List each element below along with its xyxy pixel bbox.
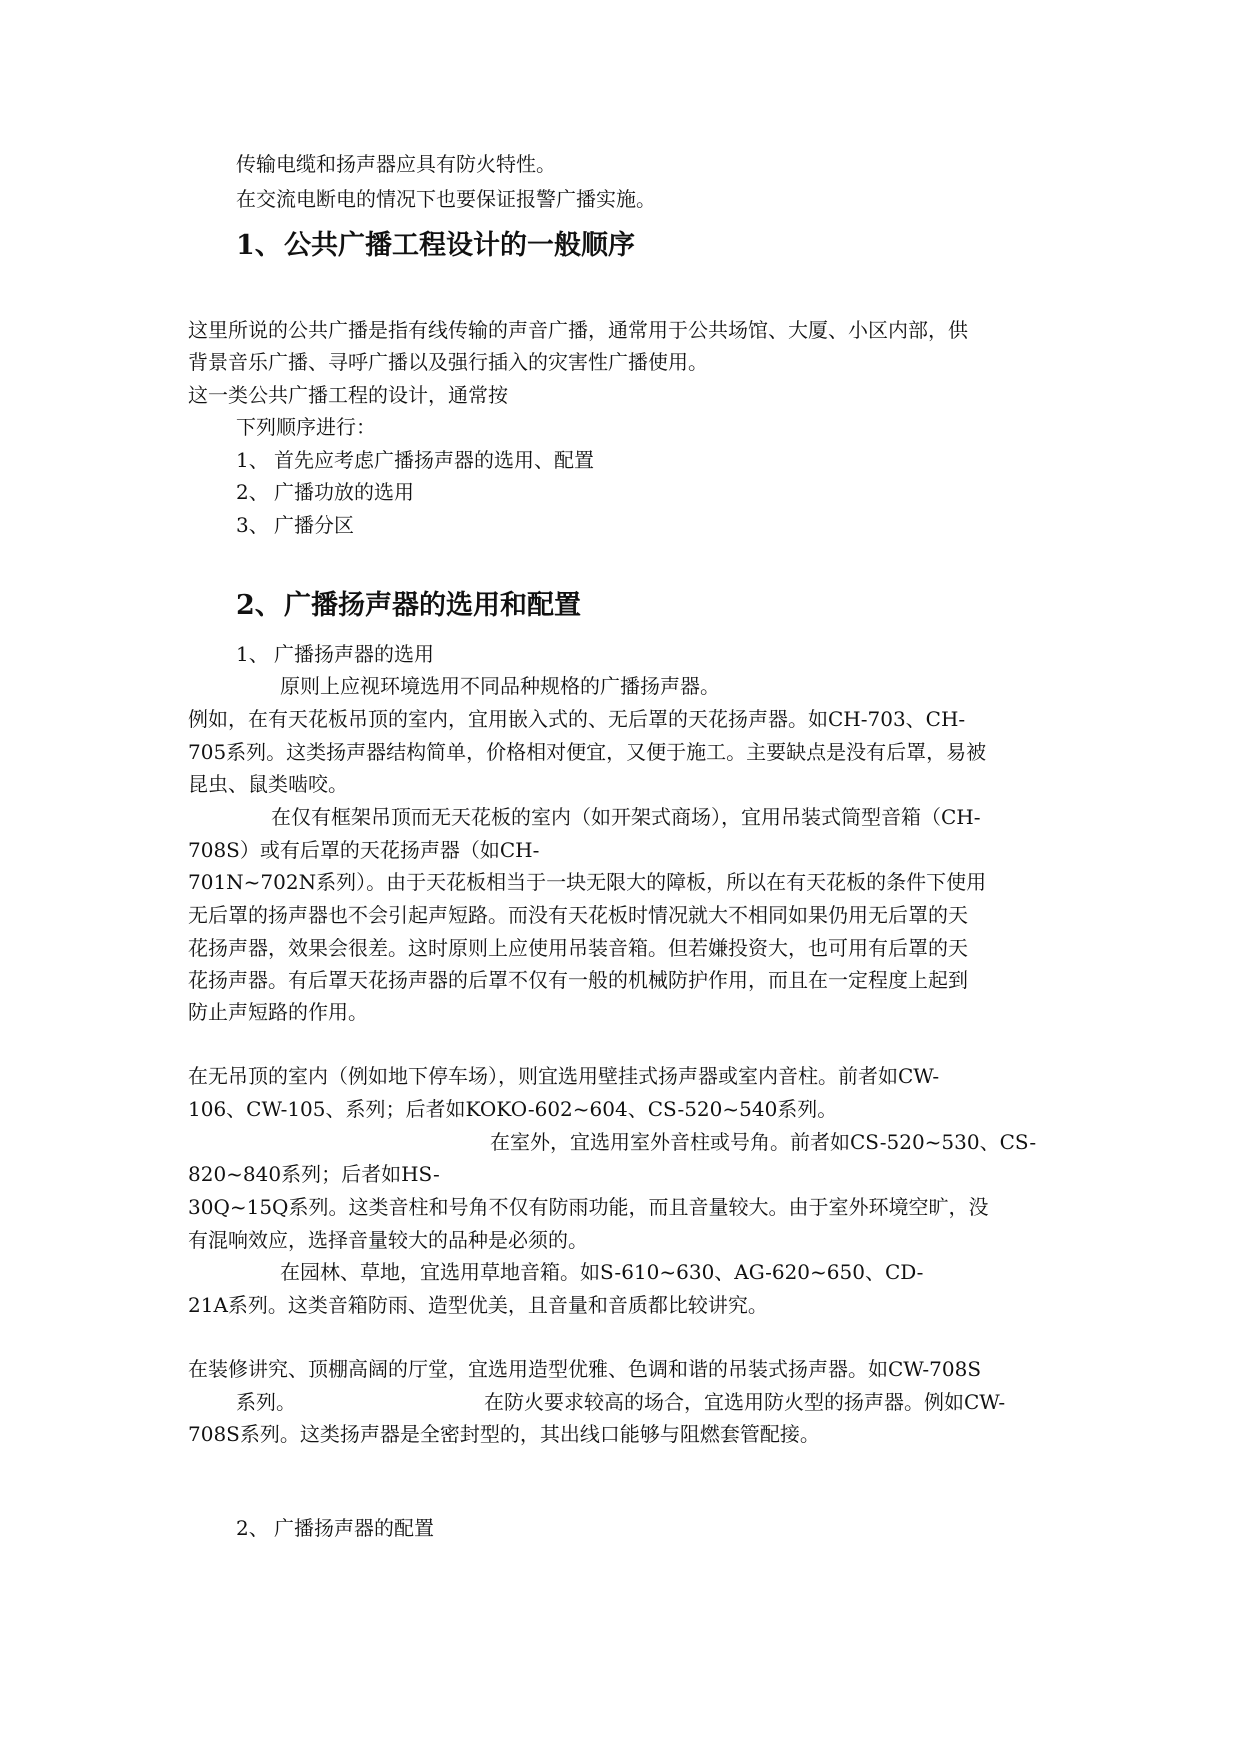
paragraph-line: 820~840系列；后者如HS- [188,1162,440,1186]
paragraph-line: 原则上应视环境选用不同品种规格的广播扬声器。 [280,674,720,698]
list-number: 1、 [236,448,269,472]
section-heading [236,230,635,262]
paragraph-line: 背景音乐广播、寻呼广播以及强行插入的灾害性广播使用。 [188,350,708,374]
list-item [236,448,594,472]
paragraph-line: 防止声短路的作用。 [188,1000,368,1024]
list-text: 广播分区 [274,513,354,537]
paragraph-line: 708S系列。这类扬声器是全密封型的，其出线口能够与阻燃套管配接。 [188,1422,820,1446]
paragraph-line: 这里所说的公共广播是指有线传输的声音广播，通常用于公共场馆、大厦、小区内部，供 [188,318,968,342]
section-number: 1、 [236,230,282,261]
section-title: 广播扬声器的选用和配置 [284,590,581,621]
paragraph-line: 有混响效应，选择音量较大的品种是必须的。 [188,1228,588,1252]
list-text: 广播扬声器的配置 [274,1516,434,1540]
paragraph-line: 在园林、草地，宜选用草地音箱。如S-610~630、AG-620~650、CD- [280,1260,924,1284]
paragraph-line: 在防火要求较高的场合，宜选用防火型的扬声器。例如CW- [484,1390,1006,1414]
paragraph-line: 无后罩的扬声器也不会引起声短路。而没有天花板时情况就大不相同如果仍用无后罩的天 [188,903,968,927]
section-heading [236,590,581,622]
intro-line: 在交流电断电的情况下也要保证报警广播实施。 [236,187,656,211]
paragraph-line: 在仅有框架吊顶而无天花板的室内（如开架式商场），宜用吊装式筒型音箱（CH- [271,805,981,829]
paragraph-line: 昆虫、鼠类啮咬。 [188,772,348,796]
paragraph-line: 30Q~15Q系列。这类音柱和号角不仅有防雨功能，而且音量较大。由于室外环境空旷，没 [188,1195,989,1219]
paragraph-line: 系列。 [236,1390,296,1414]
section-title: 公共广播工程设计的一般顺序 [284,230,635,261]
paragraph-line: 708S）或有后罩的天花扬声器（如CH- [188,838,540,862]
list-text: 首先应考虑广播扬声器的选用、配置 [274,448,594,472]
paragraph-line: 701N~702N系列）。由于天花板相当于一块无限大的障板，所以在有天花板的条件下使用 [188,870,987,894]
paragraph-line: 花扬声器，效果会很差。这时原则上应使用吊装音箱。但若嫌投资大，也可用有后罩的天 [188,936,968,960]
list-number: 2、 [236,480,269,504]
paragraph-line: 例如，在有天花板吊顶的室内，宜用嵌入式的、无后罩的天花扬声器。如CH-703、CH- [188,707,966,731]
paragraph-line: 705系列。这类扬声器结构简单，价格相对便宜，又便于施工。主要缺点是没有后罩，易被 [188,740,987,764]
list-item [236,513,354,537]
paragraph-line: 在无吊顶的室内（例如地下停车场），则宜选用壁挂式扬声器或室内音柱。前者如CW- [188,1064,940,1088]
list-item [236,480,414,504]
paragraph-line: 在室外，宜选用室外音柱或号角。前者如CS-520~530、CS- [490,1130,1037,1154]
list-number: 2、 [236,1516,269,1540]
paragraph-line: 21A系列。这类音箱防雨、造型优美，且音量和音质都比较讲究。 [188,1293,768,1317]
list-text: 广播扬声器的选用 [274,642,434,666]
paragraph-line: 花扬声器。有后罩天花扬声器的后罩不仅有一般的机械防护作用，而且在一定程度上起到 [188,968,968,992]
intro-line: 传输电缆和扬声器应具有防火特性。 [236,152,556,176]
paragraph-line: 106、CW-105、系列；后者如KOKO-602~604、CS-520~540系列。 [188,1097,838,1121]
list-number: 3、 [236,513,269,537]
paragraph-line: 下列顺序进行： [236,415,376,439]
section-number: 2、 [236,590,282,621]
subsection-heading [236,642,434,666]
list-number: 1、 [236,642,269,666]
paragraph-line: 在装修讲究、顶棚高阔的厅堂，宜选用造型优雅、色调和谐的吊装式扬声器。如CW-708S [188,1357,982,1381]
subsection-heading [236,1516,434,1540]
list-text: 广播功放的选用 [274,480,414,504]
paragraph-line: 这一类公共广播工程的设计，通常按 [188,383,508,407]
